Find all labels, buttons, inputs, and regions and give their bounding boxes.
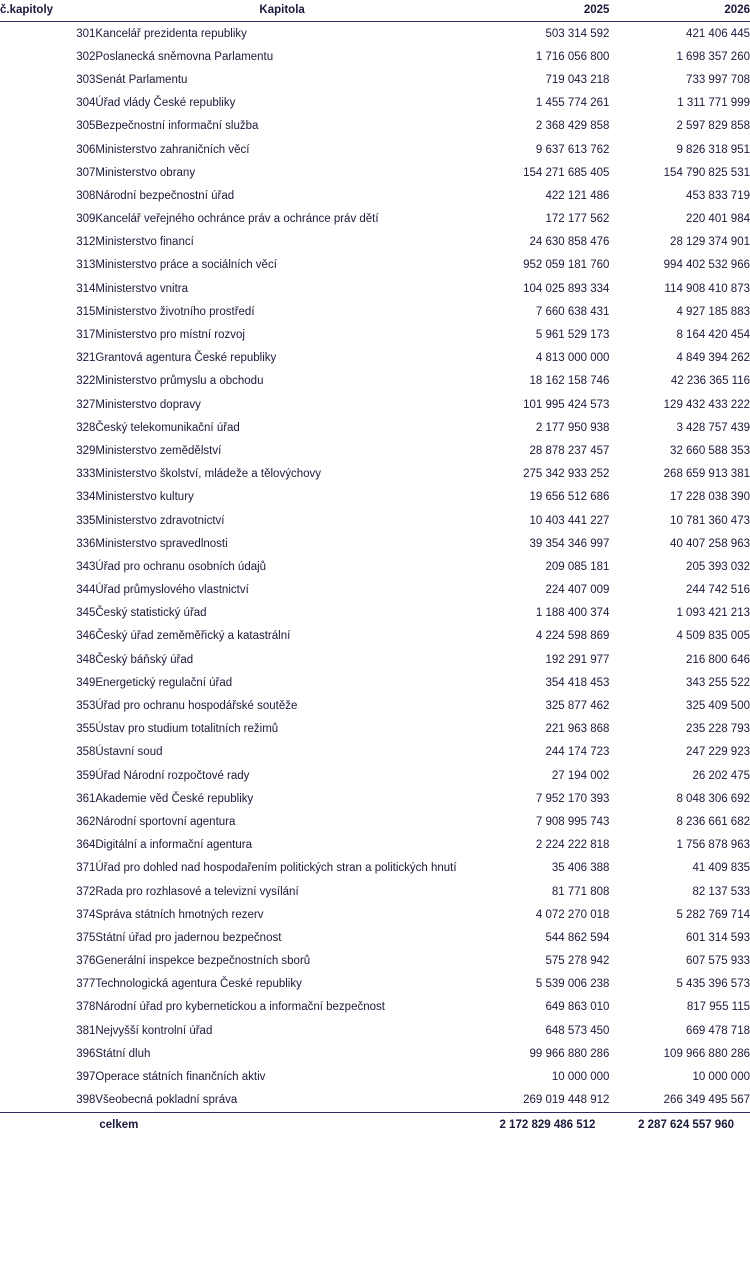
header-row xyxy=(0,0,750,22)
chapter-name: Všeobecná pokladní správa xyxy=(95,1094,238,1107)
value-2026: 5 282 769 714 xyxy=(676,908,750,921)
value-2026: 17 228 038 390 xyxy=(670,491,750,504)
value-2026: 1 093 421 213 xyxy=(676,607,750,620)
value-2025: 209 085 181 xyxy=(545,560,610,573)
chapter-number: 309 xyxy=(76,213,96,226)
table-row xyxy=(0,857,750,880)
table-row xyxy=(0,68,750,91)
value-2026: 205 393 032 xyxy=(686,560,750,573)
value-2025: 1 716 056 800 xyxy=(535,50,610,63)
chapter-number: 303 xyxy=(76,73,96,86)
value-2026: 8 048 306 692 xyxy=(676,792,750,805)
value-2025: 27 194 002 xyxy=(551,769,610,782)
table-row xyxy=(0,1065,750,1088)
chapter-number: 372 xyxy=(76,885,96,898)
chapter-name: Úřad vlády České republiky xyxy=(95,97,236,110)
value-2025: 172 177 562 xyxy=(545,213,610,226)
value-2025: 81 771 808 xyxy=(551,885,610,898)
value-2026: 10 781 360 473 xyxy=(670,514,750,527)
chapter-name: Operace státních finančních aktiv xyxy=(95,1071,266,1084)
table-row xyxy=(0,625,750,648)
chapter-name: Ministerstvo dopravy xyxy=(95,398,201,411)
value-2025: 503 314 592 xyxy=(545,27,610,40)
value-2025: 2 368 429 858 xyxy=(535,120,610,133)
table-row xyxy=(0,277,750,300)
value-2026: 42 236 365 116 xyxy=(670,375,750,388)
table-row xyxy=(0,694,750,717)
value-2026: 154 790 825 531 xyxy=(663,166,750,179)
value-2025: 24 630 858 476 xyxy=(529,236,610,249)
total-value-2026: 2 287 624 557 960 xyxy=(609,1112,750,1135)
value-2025: 325 877 462 xyxy=(545,700,610,713)
chapter-number: 397 xyxy=(76,1071,96,1084)
chapter-name: Ministerstvo kultury xyxy=(95,491,194,504)
value-2026: 669 478 718 xyxy=(686,1024,750,1037)
chapter-number: 344 xyxy=(76,584,96,597)
chapter-number: 343 xyxy=(76,560,96,573)
chapter-number: 348 xyxy=(76,653,96,666)
value-2025: 4 224 598 869 xyxy=(535,630,610,643)
chapter-name: Ministerstvo průmyslu a obchodu xyxy=(95,375,264,388)
chapter-number: 333 xyxy=(76,468,96,481)
value-2025: 649 863 010 xyxy=(545,1001,610,1014)
value-2025: 269 019 448 912 xyxy=(523,1094,610,1107)
column-header-year-2026: 2026 xyxy=(609,0,750,22)
value-2026: 82 137 533 xyxy=(692,885,750,898)
chapter-number: 349 xyxy=(76,676,96,689)
chapter-number: 313 xyxy=(76,259,96,272)
value-2026: 268 659 913 381 xyxy=(663,468,750,481)
value-2025: 1 455 774 261 xyxy=(535,97,610,110)
table-row xyxy=(0,231,750,254)
table-footer xyxy=(0,1112,750,1135)
table-row xyxy=(0,45,750,68)
table-row xyxy=(0,300,750,323)
chapter-number: 362 xyxy=(76,815,96,828)
value-2026: 4 849 394 262 xyxy=(676,352,750,365)
table-row xyxy=(0,926,750,949)
chapter-name: Rada pro rozhlasové a televizní vysílání xyxy=(95,885,299,898)
value-2025: 1 188 400 374 xyxy=(535,607,610,620)
value-2025: 354 418 453 xyxy=(545,676,610,689)
value-2025: 648 573 450 xyxy=(545,1024,610,1037)
value-2026: 109 966 880 286 xyxy=(663,1047,750,1060)
value-2026: 216 800 646 xyxy=(686,653,750,666)
value-2025: 544 862 594 xyxy=(545,931,610,944)
chapter-name: Ministerstvo obrany xyxy=(95,166,196,179)
chapter-number: 359 xyxy=(76,769,96,782)
value-2025: 244 174 723 xyxy=(545,746,610,759)
table-row xyxy=(0,1019,750,1042)
value-2025: 422 121 486 xyxy=(545,189,610,202)
value-2026: 607 575 933 xyxy=(686,955,750,968)
chapter-name: Národní bezpečnostní úřad xyxy=(95,189,235,202)
chapter-number: 335 xyxy=(76,514,96,527)
table-row xyxy=(0,718,750,741)
chapter-name: Úřad Národní rozpočtové rady xyxy=(95,769,250,782)
value-2025: 104 025 893 334 xyxy=(523,282,610,295)
column-header-chapter-number: č.kapitoly xyxy=(0,0,95,22)
chapter-number: 371 xyxy=(76,862,96,875)
chapter-number: 381 xyxy=(76,1024,96,1037)
value-2025: 2 177 950 938 xyxy=(535,421,610,434)
value-2025: 18 162 158 746 xyxy=(529,375,610,388)
value-2025: 575 278 942 xyxy=(545,955,610,968)
chapter-number: 364 xyxy=(76,839,96,852)
chapter-name: Český úřad zeměměřický a katastrální xyxy=(95,630,291,643)
value-2026: 4 927 185 883 xyxy=(676,305,750,318)
chapter-name: Státní úřad pro jadernou bezpečnost xyxy=(95,931,282,944)
table-row xyxy=(0,370,750,393)
value-2026: 5 435 396 573 xyxy=(676,978,750,991)
value-2025: 192 291 977 xyxy=(545,653,610,666)
table-row xyxy=(0,115,750,138)
value-2026: 41 409 835 xyxy=(692,862,750,875)
value-2026: 1 698 357 260 xyxy=(676,50,750,63)
chapter-name: Státní dluh xyxy=(95,1047,151,1060)
value-2026: 247 229 923 xyxy=(686,746,750,759)
table-header xyxy=(0,0,750,22)
table-row xyxy=(0,602,750,625)
table-row xyxy=(0,486,750,509)
chapter-name: Nejvyšší kontrolní úřad xyxy=(95,1024,213,1037)
table-row xyxy=(0,950,750,973)
value-2025: 10 000 000 xyxy=(551,1071,610,1084)
table-row xyxy=(0,671,750,694)
value-2025: 224 407 009 xyxy=(545,584,610,597)
value-2025: 275 342 933 252 xyxy=(523,468,610,481)
table-row xyxy=(0,347,750,370)
chapter-number: 361 xyxy=(76,792,96,805)
value-2025: 221 963 868 xyxy=(545,723,610,736)
chapter-number: 302 xyxy=(76,50,96,63)
chapter-number: 308 xyxy=(76,189,96,202)
chapter-name: Poslanecká sněmovna Parlamentu xyxy=(95,50,274,63)
table-row xyxy=(0,973,750,996)
chapter-name: Ministerstvo školství, mládeže a tělovýchovy xyxy=(95,468,321,481)
table-row xyxy=(0,903,750,926)
table-row xyxy=(0,208,750,231)
value-2026: 220 401 984 xyxy=(686,213,750,226)
chapter-name: Ministerstvo vnitra xyxy=(95,282,189,295)
chapter-number: 315 xyxy=(76,305,96,318)
table-row xyxy=(0,1042,750,1065)
value-2026: 1 311 771 999 xyxy=(677,97,750,110)
chapter-name: Kancelář prezidenta republiky xyxy=(95,27,247,40)
value-2026: 9 826 318 951 xyxy=(676,143,750,156)
table-row xyxy=(0,463,750,486)
value-2025: 7 660 638 431 xyxy=(535,305,610,318)
chapter-number: 329 xyxy=(76,444,96,457)
table-row xyxy=(0,393,750,416)
value-2025: 4 072 270 018 xyxy=(535,908,610,921)
value-2026: 343 255 522 xyxy=(686,676,750,689)
value-2026: 8 164 420 454 xyxy=(676,329,750,342)
value-2025: 39 354 346 997 xyxy=(529,537,610,550)
chapter-name: Ministerstvo zemědělství xyxy=(95,444,222,457)
chapter-name: Úřad pro ochranu osobních údajů xyxy=(95,560,267,573)
value-2025: 154 271 685 405 xyxy=(523,166,610,179)
chapter-number: 375 xyxy=(76,931,96,944)
value-2026: 129 432 433 222 xyxy=(663,398,750,411)
chapter-number: 358 xyxy=(76,746,96,759)
table-row xyxy=(0,22,750,46)
chapter-number: 353 xyxy=(76,700,96,713)
value-2026: 4 509 835 005 xyxy=(676,630,750,643)
table-row xyxy=(0,579,750,602)
value-2025: 35 406 388 xyxy=(551,862,610,875)
total-value-2025: 2 172 829 486 512 xyxy=(469,1112,610,1135)
value-2025: 2 224 222 818 xyxy=(535,839,610,852)
column-header-year-2025: 2025 xyxy=(469,0,610,22)
chapter-name: Technologická agentura České republiky xyxy=(95,978,302,991)
value-2026: 40 407 258 963 xyxy=(670,537,750,550)
value-2026: 266 349 495 567 xyxy=(663,1094,750,1107)
chapter-number: 327 xyxy=(76,398,96,411)
chapter-name: Kancelář veřejného ochránce práv a ochránce práv dětí xyxy=(95,213,379,226)
table-row xyxy=(0,161,750,184)
table-row xyxy=(0,834,750,857)
chapter-number: 377 xyxy=(76,978,96,991)
chapter-name: Ministerstvo pro místní rozvoj xyxy=(95,329,245,342)
value-2025: 99 966 880 286 xyxy=(529,1047,610,1060)
value-2026: 2 597 829 858 xyxy=(676,120,750,133)
table-row xyxy=(0,648,750,671)
chapter-name: Digitální a informační agentura xyxy=(95,839,252,852)
value-2025: 719 043 218 xyxy=(545,73,610,86)
table-row xyxy=(0,787,750,810)
table-row xyxy=(0,138,750,161)
value-2025: 19 656 512 686 xyxy=(529,491,610,504)
value-2025: 952 059 181 760 xyxy=(523,259,610,272)
value-2026: 26 202 475 xyxy=(692,769,750,782)
value-2026: 235 228 793 xyxy=(686,723,750,736)
value-2026: 325 409 500 xyxy=(686,700,750,713)
table-row xyxy=(0,439,750,462)
value-2026: 994 402 532 966 xyxy=(663,259,750,272)
table-row xyxy=(0,416,750,439)
chapter-number: 346 xyxy=(76,630,96,643)
chapter-number: 301 xyxy=(76,27,96,40)
chapter-number: 307 xyxy=(76,166,96,179)
chapter-name: Ústavní soud xyxy=(95,746,163,759)
chapter-name: Český statistický úřad xyxy=(95,607,207,620)
value-2025: 28 878 237 457 xyxy=(529,444,610,457)
value-2026: 453 833 719 xyxy=(686,189,750,202)
value-2025: 4 813 000 000 xyxy=(535,352,610,365)
chapter-number: 328 xyxy=(76,421,96,434)
chapter-name: Úřad pro ochranu hospodářské soutěže xyxy=(95,700,298,713)
chapter-name: Český báňský úřad xyxy=(95,653,194,666)
value-2026: 244 742 516 xyxy=(686,584,750,597)
chapter-name: Úřad pro dohled nad hospodařením politických stran a politických hnutí xyxy=(95,862,457,875)
chapter-number: 376 xyxy=(76,955,96,968)
table-row xyxy=(0,555,750,578)
table-body xyxy=(0,22,750,1113)
chapter-number: 336 xyxy=(76,537,96,550)
value-2026: 10 000 000 xyxy=(692,1071,750,1084)
chapter-name: Generální inspekce bezpečnostních sborů xyxy=(95,955,311,968)
chapter-number: 355 xyxy=(76,723,96,736)
value-2025: 7 952 170 393 xyxy=(535,792,610,805)
table-row xyxy=(0,254,750,277)
chapter-number: 312 xyxy=(76,236,96,249)
chapter-name: Ministerstvo financí xyxy=(95,236,194,249)
chapter-name: Ministerstvo spravedlnosti xyxy=(95,537,228,550)
chapter-name: Ministerstvo zdravotnictví xyxy=(95,514,225,527)
chapter-number: 334 xyxy=(76,491,96,504)
table-row xyxy=(0,184,750,207)
table-row xyxy=(0,880,750,903)
table-row xyxy=(0,509,750,532)
chapter-number: 321 xyxy=(76,352,96,365)
table-row xyxy=(0,810,750,833)
chapter-name: Senát Parlamentu xyxy=(95,73,188,86)
chapter-name: Národní sportovní agentura xyxy=(95,815,236,828)
chapter-number: 317 xyxy=(76,329,96,342)
chapter-name: Ústav pro studium totalitních režimů xyxy=(95,723,279,736)
chapter-name: Ministerstvo práce a sociálních věcí xyxy=(95,259,277,272)
total-empty-cell xyxy=(0,1112,95,1135)
table-row xyxy=(0,1089,750,1113)
chapter-name: Bezpečnostní informační služba xyxy=(95,120,259,133)
total-row xyxy=(0,1112,750,1135)
chapter-name: Grantová agentura České republiky xyxy=(95,352,277,365)
value-2025: 5 961 529 173 xyxy=(535,329,610,342)
chapter-number: 314 xyxy=(76,282,96,295)
table-row xyxy=(0,532,750,555)
value-2026: 421 406 445 xyxy=(686,27,750,40)
chapter-name: Energetický regulační úřad xyxy=(95,676,233,689)
chapter-number: 378 xyxy=(76,1001,96,1014)
value-2026: 817 955 115 xyxy=(686,1001,750,1014)
table-row xyxy=(0,92,750,115)
value-2025: 7 908 995 743 xyxy=(535,815,610,828)
chapter-name: Český telekomunikační úřad xyxy=(95,421,240,434)
chapter-name: Akademie věd České republiky xyxy=(95,792,254,805)
value-2025: 101 995 424 573 xyxy=(523,398,610,411)
chapter-name: Národní úřad pro kybernetickou a informační bezpečnost xyxy=(95,1001,385,1014)
table-row xyxy=(0,323,750,346)
value-2026: 3 428 757 439 xyxy=(676,421,750,434)
chapter-number: 305 xyxy=(76,120,96,133)
value-2025: 10 403 441 227 xyxy=(529,514,610,527)
value-2025: 5 539 006 238 xyxy=(535,978,610,991)
chapter-number: 396 xyxy=(76,1047,96,1060)
table-row xyxy=(0,996,750,1019)
chapter-number: 304 xyxy=(76,97,96,110)
chapter-number: 306 xyxy=(76,143,96,156)
value-2026: 601 314 593 xyxy=(686,931,750,944)
total-label: celkem xyxy=(95,1112,468,1135)
value-2026: 114 908 410 873 xyxy=(664,282,750,295)
value-2025: 9 637 613 762 xyxy=(535,143,610,156)
chapter-number: 398 xyxy=(76,1094,96,1107)
chapter-number: 345 xyxy=(76,607,96,620)
chapter-number: 374 xyxy=(76,908,96,921)
chapter-name: Správa státních hmotných rezerv xyxy=(95,908,264,921)
value-2026: 28 129 374 901 xyxy=(670,236,750,249)
chapter-name: Úřad průmyslového vlastnictví xyxy=(95,584,249,597)
column-header-chapter-name: Kapitola xyxy=(95,0,468,22)
table-row xyxy=(0,764,750,787)
chapter-name: Ministerstvo životního prostředí xyxy=(95,305,255,318)
table-row xyxy=(0,741,750,764)
value-2026: 8 236 661 682 xyxy=(676,815,750,828)
chapter-name: Ministerstvo zahraničních věcí xyxy=(95,143,250,156)
value-2026: 32 660 588 353 xyxy=(670,444,750,457)
value-2026: 1 756 878 963 xyxy=(676,839,750,852)
value-2026: 733 997 708 xyxy=(686,73,750,86)
chapter-number: 322 xyxy=(76,375,96,388)
